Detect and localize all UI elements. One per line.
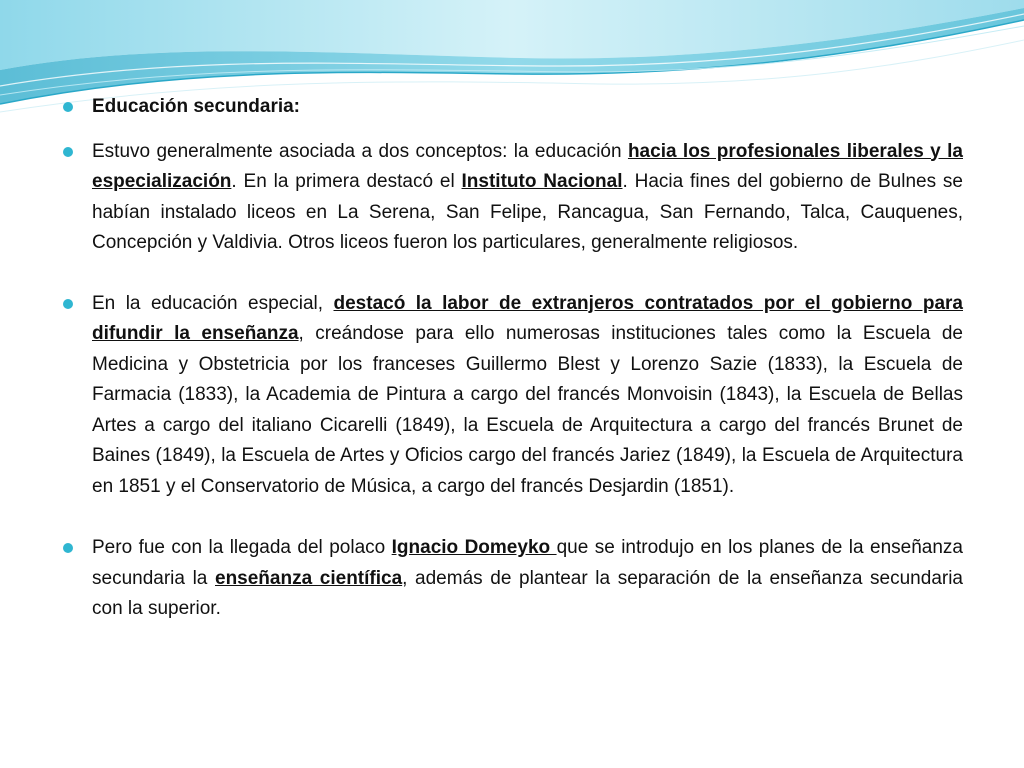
bullet-text: En la educación especial, [92,292,334,314]
bullet-text: . Hacia fines del gobierno de Bulnes se habían instalado liceos en La Serena, San Felipe, Rancagua, San Fernando, Talca, Cauquenes, Concepción y Valdivia. Otros liceos fueron los particulares, generalmente religiosos. [92,171,964,253]
emphasis-instituto-nacional: Instituto Nacional [461,171,623,192]
emphasis-profesionales: hacia los profesionales liberales y la especialización [92,140,963,192]
bullet-heading [60,92,963,123]
bullet-text: , creándose para ello numerosas instituciones tales como la Escuela de Medicina y Obstetricia por los franceses Guillermo Blest y Lorenzo Sazie (1833), la Escuela de Farmacia (1833), la Academia de Pintura a cargo del francés Monvoisin (1843), la Escuela de Bellas Artes a cargo del italiano Cicarelli (1849), la Escuela de Arquitectura a cargo del francés Brunet de Baines (1849), la Escuela de Artes y Oficios cargo del francés Jariez (1849), la Escuela de Arquitectura en 1851 y el Conservatorio de Música, a cargo del francés Desjardin (1851). [92,323,963,497]
bullet-text: . En la primera destacó el [231,171,462,192]
slide-content [60,92,963,625]
bullet-educacion-especial [60,289,963,503]
emphasis-ignacio-domeyko: Ignacio Domeyko [391,537,557,558]
bullet-domeyko [60,533,963,625]
bullet-text: que se introdujo en los planes de la enseñanza secundaria la [92,537,963,589]
bullet-text: Pero fue con la llegada del polaco [92,537,392,558]
emphasis-extranjeros: destacó la labor de extranjeros contratados por el gobierno para difundir la enseñanza [92,292,963,344]
bullet-conceptos [60,137,963,259]
emphasis-ensenanza-cientifica: enseñanza científica [215,567,403,589]
bullet-text: , además de plantear la separación de la enseñanza secundaria con la superior. [92,567,964,619]
bullet-text: Estuvo generalmente asociada a dos conceptos: la educación [92,140,628,162]
heading-text: Educación secundaria: [92,96,301,117]
